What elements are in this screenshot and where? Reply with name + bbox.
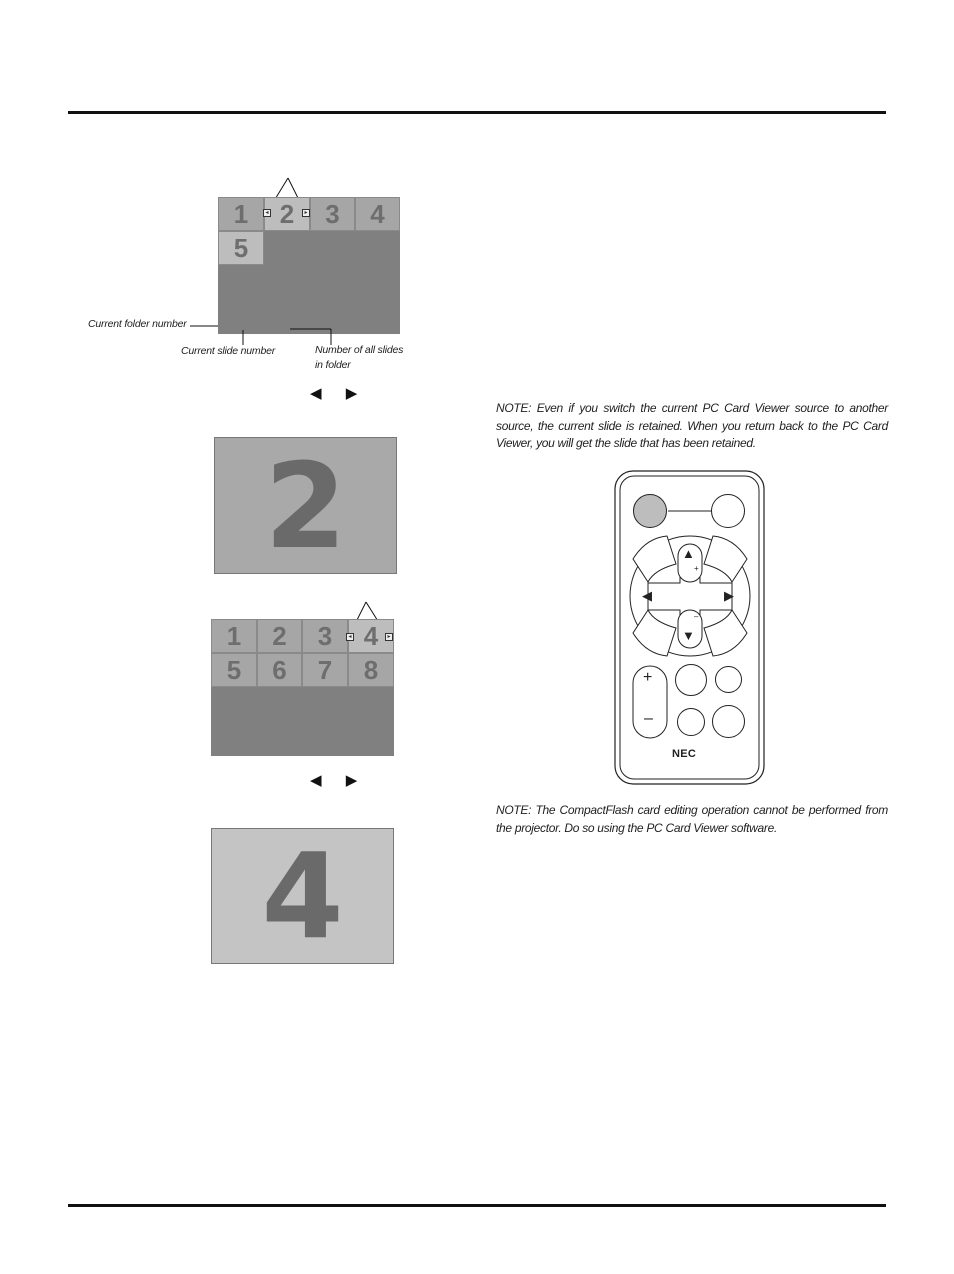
remote-button-round-2[interactable] — [715, 666, 742, 693]
left-right-arrows-2: ◀ ▶ — [310, 772, 368, 789]
slide-view-1: 2 — [214, 437, 397, 574]
remote-minus-label[interactable]: – — [644, 710, 653, 727]
remote-control — [614, 470, 766, 786]
remote-plus-label[interactable]: + — [643, 669, 653, 686]
thumbnail-screen-1 — [218, 197, 400, 334]
slide-view-2: 4 — [211, 828, 394, 964]
label-current-folder: Current folder number — [88, 318, 187, 330]
label-current-slide: Current slide number — [181, 345, 276, 357]
remote-small-minus: – — [694, 612, 699, 621]
thumb-cell[interactable]: 7 — [302, 653, 348, 687]
label-all-slides — [315, 343, 403, 373]
thumb-cell-selected[interactable]: 2 — [264, 197, 310, 231]
top-rule — [68, 111, 886, 114]
thumb-cell[interactable]: 1 — [211, 619, 257, 653]
thumb-cell[interactable]: 1 — [218, 197, 264, 231]
remote-small-plus: + — [694, 564, 699, 573]
thumb-cell[interactable]: 5 — [211, 653, 257, 687]
note-compactflash: NOTE: The CompactFlash card editing operation cannot be performed from the projector. Do so using the PC Card Viewer software. — [496, 803, 888, 835]
label-all-slides-line1: Number of all slides — [315, 344, 404, 356]
remote-up-arrow-icon[interactable]: ▲ — [682, 546, 695, 561]
thumb-cell[interactable]: 3 — [310, 197, 355, 231]
remote-down-arrow-icon[interactable]: ▼ — [682, 628, 695, 643]
nec-logo: NEC — [672, 748, 697, 760]
remote-button-round-4[interactable] — [712, 705, 745, 738]
remote-left-arrow-icon[interactable]: ◀ — [642, 588, 652, 603]
left-right-arrows-1: ◀ ▶ — [310, 385, 368, 402]
thumb-cell-selected[interactable]: 4 — [348, 619, 394, 653]
left-marker-icon: ◂ — [346, 633, 354, 641]
right-marker-icon: ▸ — [302, 209, 310, 217]
note-slide-retained: NOTE: Even if you switch the current PC Card Viewer source to another source, the current slide is retained. When you return back to the PC Card Viewer, you will get the slide that has been retained. — [496, 401, 888, 450]
remote-button-round-3[interactable] — [677, 708, 705, 736]
thumb-cell[interactable]: 3 — [302, 619, 348, 653]
thumb-cell[interactable]: 4 — [355, 197, 400, 231]
left-marker-icon: ◂ — [263, 209, 271, 217]
thumb-cell[interactable]: 8 — [348, 653, 394, 687]
thumb-cell[interactable]: 6 — [257, 653, 302, 687]
remote-button-top-left[interactable] — [633, 494, 667, 528]
remote-button-top-right[interactable] — [711, 494, 745, 528]
remote-button-round-1[interactable] — [675, 664, 707, 696]
remote-right-arrow-icon[interactable]: ▶ — [724, 588, 734, 603]
thumb-cell[interactable]: 2 — [257, 619, 302, 653]
right-marker-icon: ▸ — [385, 633, 393, 641]
thumb-cell[interactable]: 5 — [218, 231, 264, 265]
label-all-slides-line2: in folder — [315, 359, 351, 371]
bottom-rule — [68, 1204, 886, 1207]
thumbnail-screen-2 — [211, 619, 394, 756]
